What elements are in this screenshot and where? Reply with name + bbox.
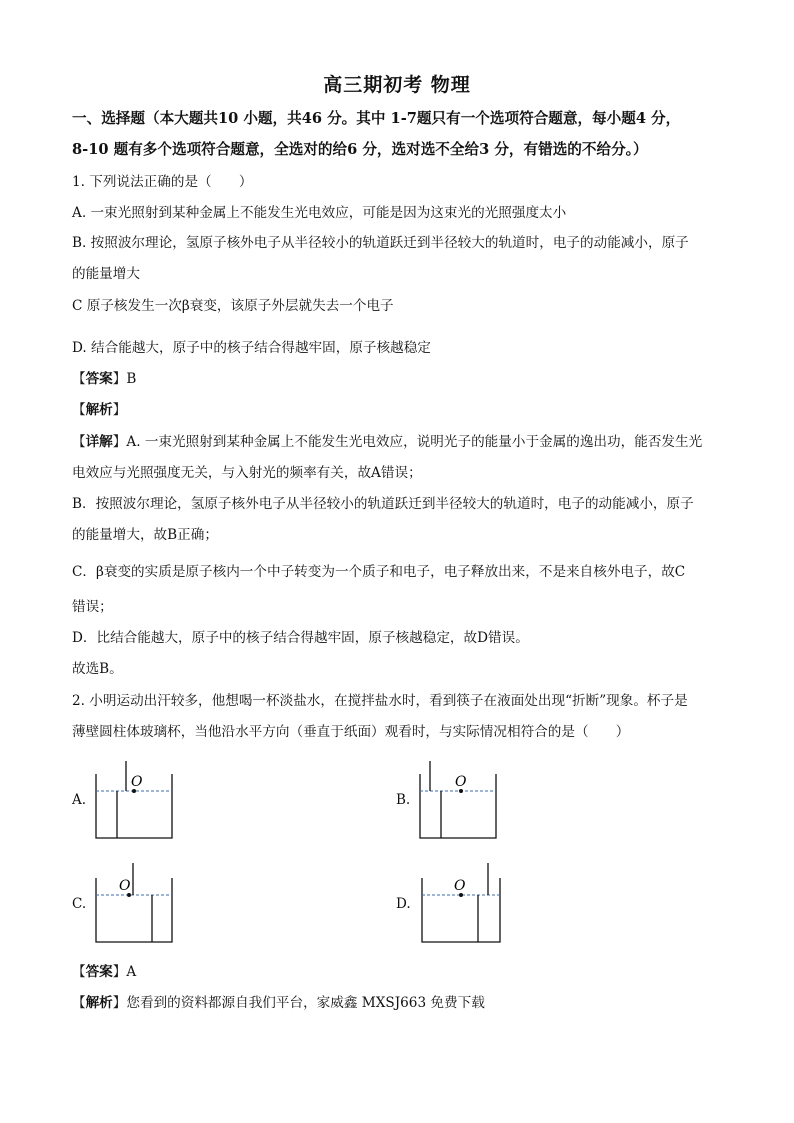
q1-analysis-row: 【解析】 [72,402,127,418]
q2-analysis-row: 【解析】您看到的资料都源自我们平台，家威鑫 MXSJ663 免费下载 [72,995,485,1011]
point-o-label: O [119,878,131,894]
q2-answer-value: A [126,964,137,980]
q2-option-d-diagram [416,860,506,945]
q2-option-c-label: C. [72,896,87,912]
q2-option-d-label: D. [396,896,411,912]
q2-answer-row: 【答案】A [72,964,137,980]
q1-detail-c-line1: C．β衰变的实质是原子核内一个中子转变为一个质子和电子，电子释放出来，不是来自核外电子，故C [72,564,686,580]
q2-stem-line2: 薄壁圆柱体玻璃杯，当他沿水平方向（垂直于纸面）观看时，与实际情况相符合的是（ ） [72,724,630,740]
q1-option-b-line2: 的能量增大 [72,266,140,282]
q2-analysis-text: 您看到的资料都源自我们平台，家威鑫 MXSJ663 免费下载 [126,995,485,1011]
point-o-label: O [131,774,143,790]
q2-option-a-diagram [92,758,182,843]
section-heading-line1: 一、选择题（本大题共10 小题，共46 分。其中 1-7题只有一个选项符合题意，每小题4 分， [72,110,681,127]
point-o-label: O [455,774,467,790]
answer-tag: 答案 [85,371,113,387]
q1-detail-a-text: A. 一束光照射到某种金属上不能发生光电效应，说明光子的能量小于金属的逸出功，能否发生光 [126,434,703,450]
answer-tag: 答案 [85,964,113,980]
q1-detail-a-line1: 【详解】A. 一束光照射到某种金属上不能发生光电效应，说明光子的能量小于金属的逸出功，能否发生光 [72,434,703,450]
page-title: 高三期初考 物理 [323,74,471,96]
q1-option-a: A. 一束光照射到某种金属上不能发生光电效应，可能是因为这束光的光照强度太小 [72,205,567,221]
q1-answer-row: 【答案】B [72,371,137,387]
analysis-tag: 解析 [85,402,113,418]
q2-option-a-label: A. [72,792,87,808]
q1-detail-b-line2: 的能量增大，故B正确； [72,527,218,543]
q2-option-b-diagram [416,758,506,843]
q1-answer-value: B [126,371,137,387]
cup-outline [96,878,172,942]
q1-option-d: D. 结合能越大，原子中的核子结合得越牢固，原子核越稳定 [72,340,431,356]
q1-option-b-line1: B. 按照波尔理论，氢原子核外电子从半径较小的轨道跃迁到半径较大的轨道时，电子的动能减小，原子 [72,235,689,251]
q1-detail-c-line2: 错误； [72,599,113,615]
q1-stem: 1. 下列说法正确的是（ ） [72,174,253,190]
q2-option-c-diagram [92,860,182,945]
section-heading-line2: 8-10 题有多个选项符合题意，全选对的给6 分，选对选不全给3 分，有错选的不给分。） [72,141,648,158]
q1-option-c: C 原子核发生一次β衰变，该原子外层就失去一个电子 [72,298,394,314]
q1-detail-b-line1: B．按照波尔理论，氢原子核外电子从半径较小的轨道跃迁到半径较大的轨道时，电子的动能减小，原子 [72,496,694,512]
q2-stem-line1: 2. 小明运动出汗较多，他想喝一杯淡盐水，在搅拌盐水时，看到筷子在液面处出现“折断”现象。杯子是 [72,693,688,709]
analysis-tag: 解析 [85,995,113,1011]
detail-tag: 详解 [85,434,113,450]
q1-conclusion: 故选B。 [72,661,123,677]
point-o-label: O [454,878,466,894]
q2-option-b-label: B. [396,792,411,808]
q1-detail-a-line2: 电效应与光照强度无关，与入射光的频率有关，故A错误； [72,465,422,481]
q1-detail-d: D．比结合能越大，原子中的核子结合得越牢固，原子核越稳定，故D错误。 [72,630,529,646]
